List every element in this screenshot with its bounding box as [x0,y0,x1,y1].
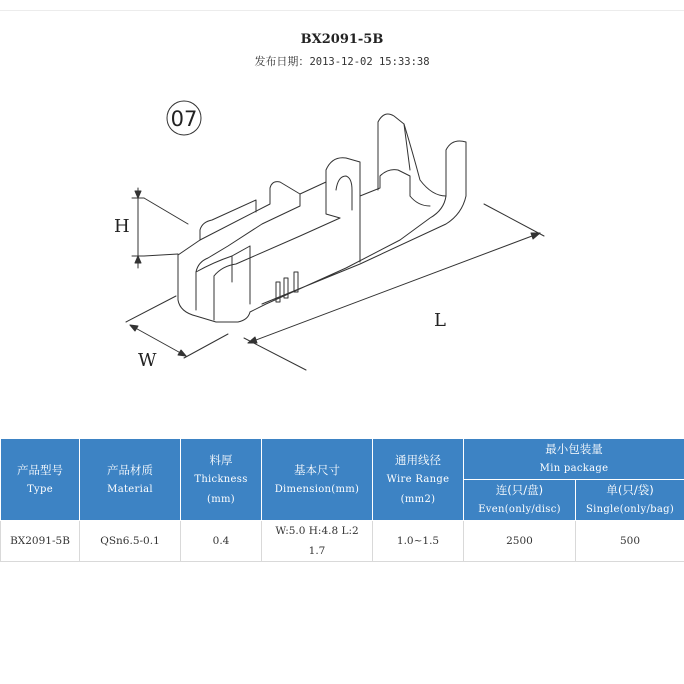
cell-wire-range: 1.0~1.5 [373,521,464,562]
dimension-w-label: W [138,350,157,371]
table-header-row [1,439,684,480]
dimension-h-label: H [114,216,130,237]
dimension-l-label: L [434,310,446,331]
header-even: 连(只/盘) Even(only/disc) [464,480,576,521]
spec-table [0,438,684,562]
terminal-shape [178,114,466,322]
index-label: 07 [170,107,198,131]
top-divider [0,10,684,11]
header-wire-range: 通用线径 Wire Range (mm2) [373,439,464,521]
header-type: 产品型号 Type [1,439,80,521]
page-title: BX2091-5B [300,32,384,47]
terminal-drawing [100,88,560,388]
publish-date-value: 2013-12-02 15:33:38 [309,56,430,68]
cell-type: BX2091-5B [1,521,80,562]
cell-dimension: W:5.0 H:4.8 L:2 1.7 [262,521,373,562]
cell-thickness: 0.4 [181,521,262,562]
dimension-w-marker [126,296,228,358]
header-thickness: 料厚 Thickness (mm) [181,439,262,521]
dimension-l-marker [244,204,544,370]
header-min-package: 最小包装量 Min package [464,439,684,480]
cell-even: 2500 [464,521,576,562]
table-row [1,521,684,562]
publish-date [0,53,684,69]
cell-single: 500 [576,521,684,562]
cell-material: QSn6.5-0.1 [80,521,181,562]
header-material: 产品材质 Material [80,439,181,521]
dimension-h-marker [132,188,188,268]
header-single: 单(只/袋) Single(only/bag) [576,480,684,521]
header-dimension: 基本尺寸 Dimension(mm) [262,439,373,521]
publish-date-label: 发布日期： [254,55,310,68]
